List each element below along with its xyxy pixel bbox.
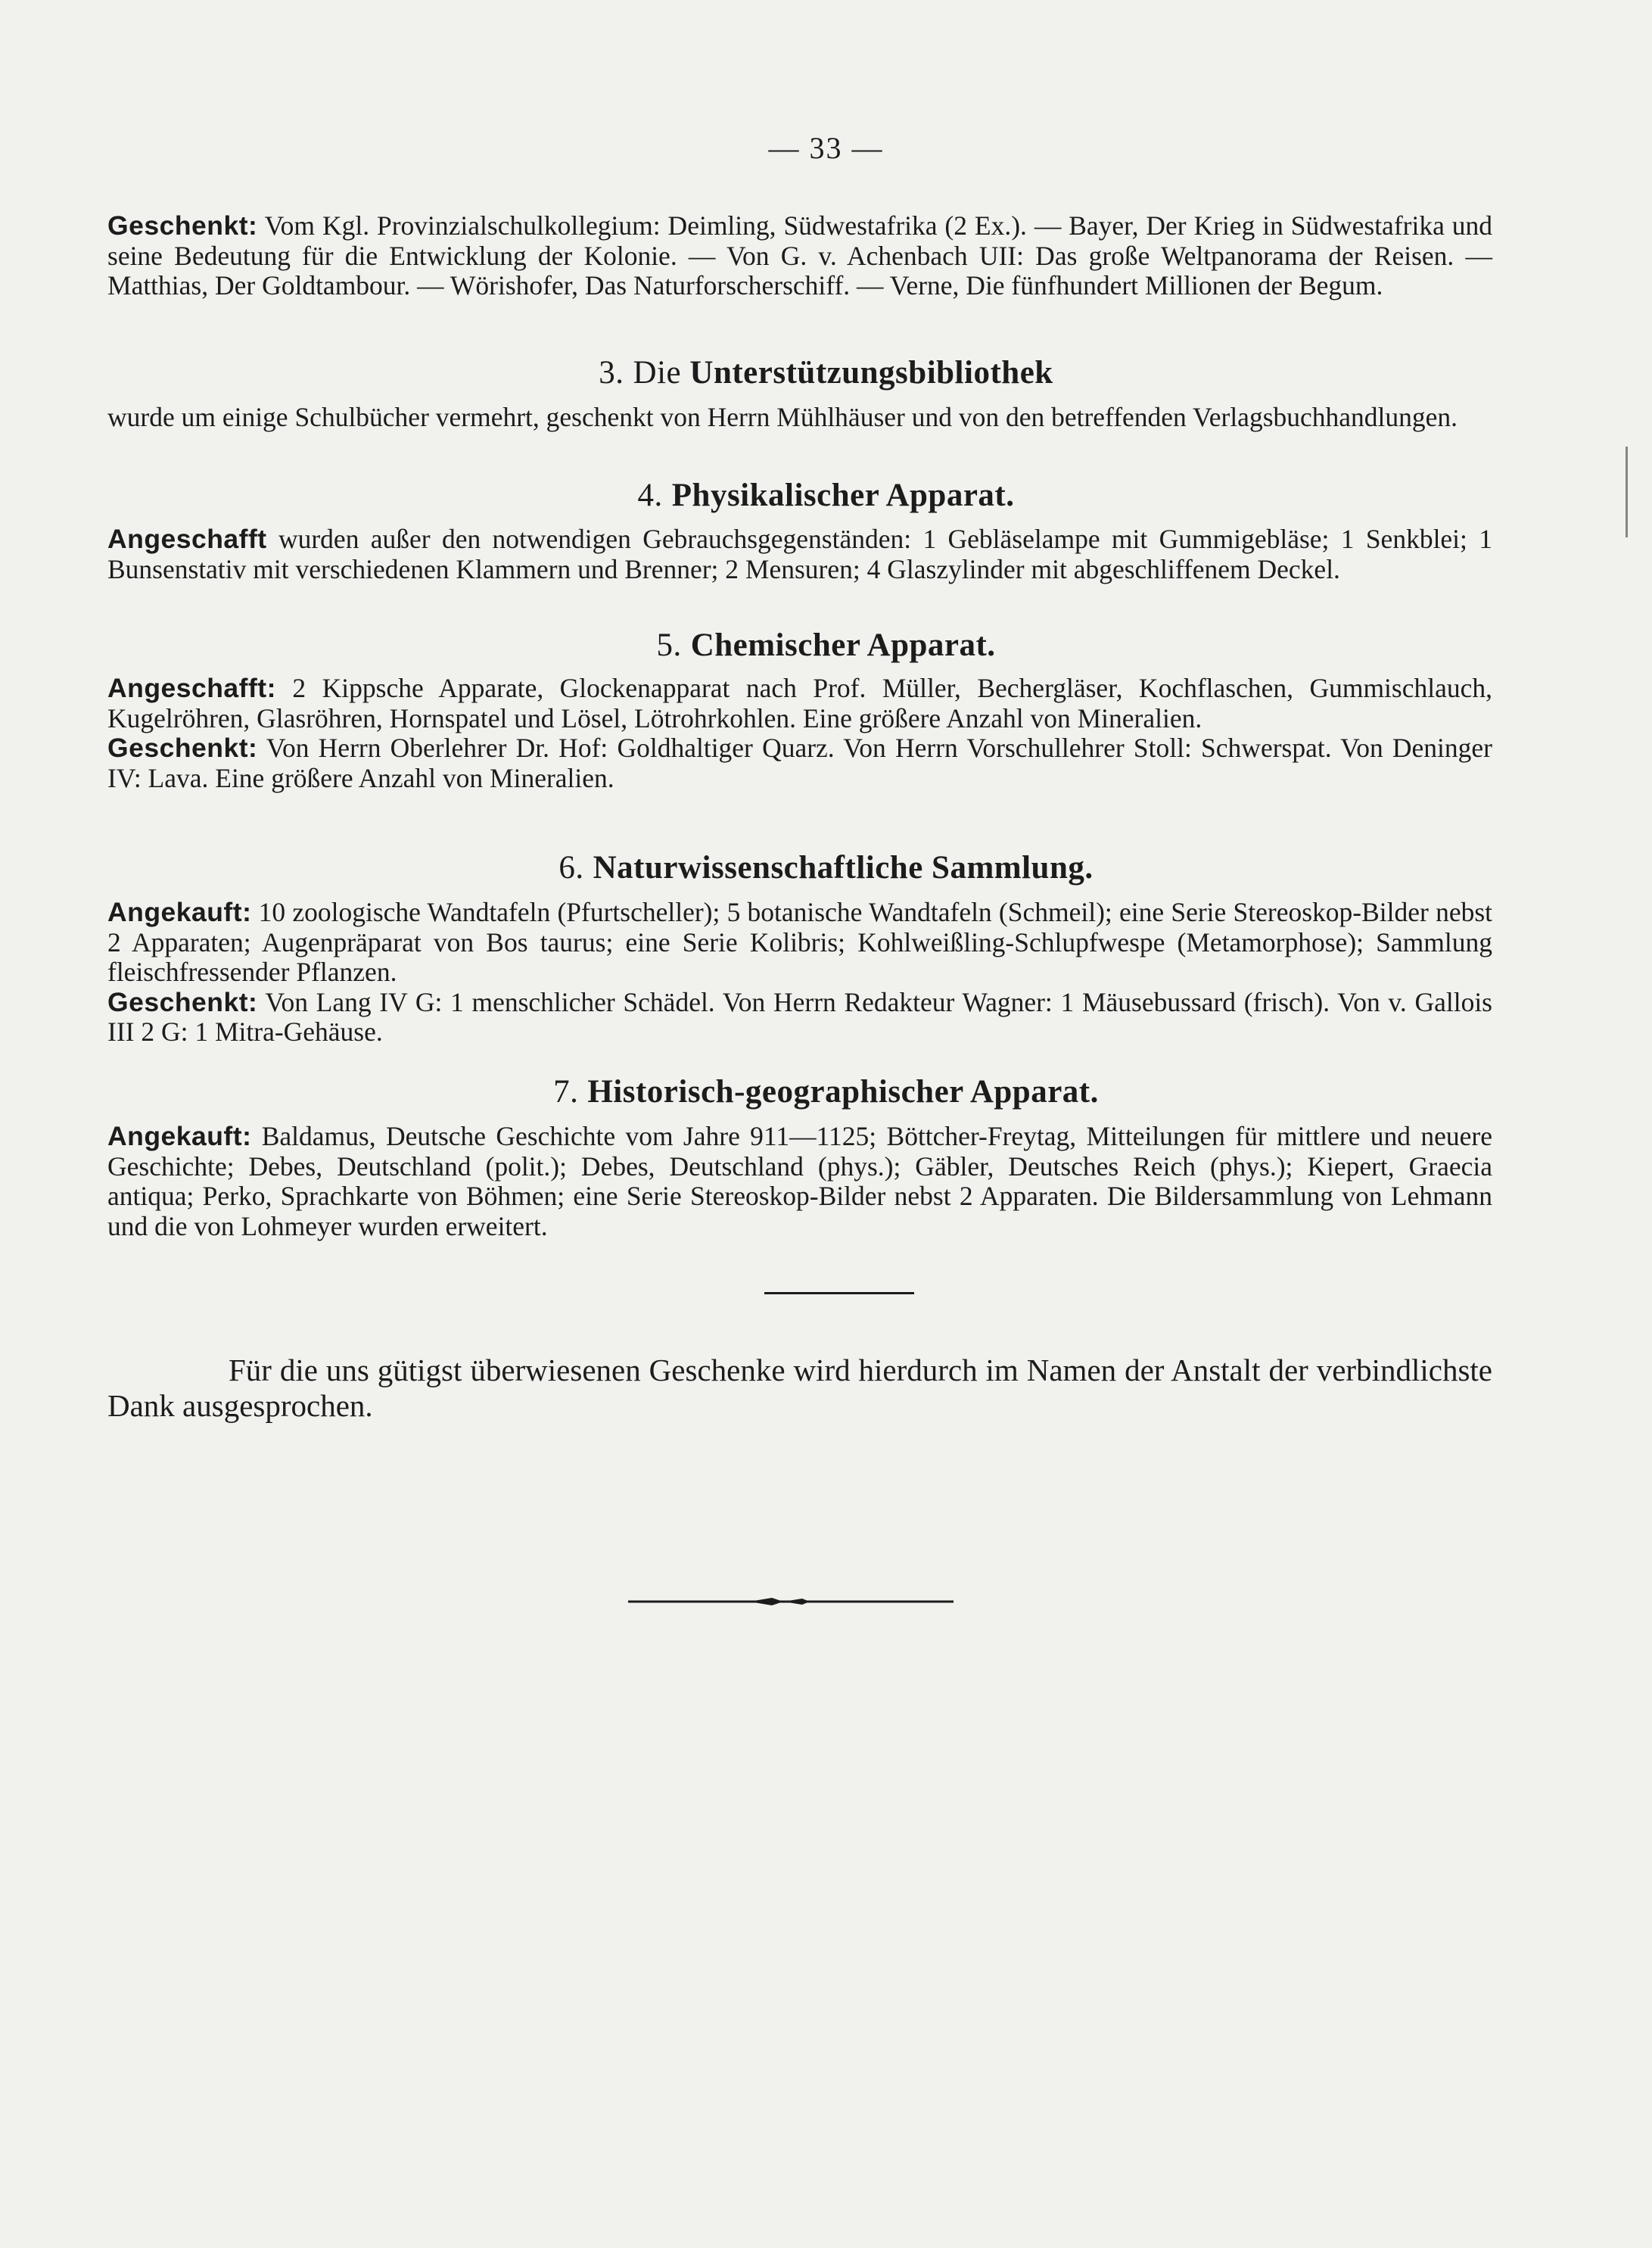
section-5-heading <box>0 627 1652 664</box>
section-6-text-1: 10 zoologische Wandtafeln (Pfurtscheller); 5 botanische Wandtafeln (Schmeil); eine Serie Stereoskop-Bilder nebst 2 Apparaten; Augenpräparat von Bos taurus; eine Serie Kolibris; Kohlweißling-Schlupfwespe (Metamorphose); Sammlung fleischfressender Pflanzen. <box>107 897 1492 987</box>
margin-mark <box>1626 447 1628 537</box>
section-3-paragraph <box>107 403 1492 433</box>
section-6-number: 6. <box>558 850 584 886</box>
section-6-text-2: Von Lang IV G: 1 menschlicher Schädel. Von Herrn Redakteur Wagner: 1 Mäusebussard (frisch). Von v. Gallois III 2 G: 1 Mitra-Gehäuse. <box>107 986 1492 1047</box>
section-4-lead: Angeschafft <box>107 524 267 554</box>
section-5-text-1: 2 Kippsche Apparate, Glockenapparat nach Prof. Müller, Bechergläser, Kochflaschen, Gummischlauch, Kugelröhren, Glasröhren, Hornspatel und Lösel, Lötrohrkohlen. Eine größere Anzahl von Mineralien. <box>107 673 1492 733</box>
section-5-number: 5. <box>656 627 682 663</box>
section-7-lead: Angekauft: <box>107 1121 252 1151</box>
section-4-number: 4. <box>637 478 663 513</box>
section-7-number: 7. <box>553 1074 579 1110</box>
section-4-title: Physikalischer Apparat. <box>671 478 1015 513</box>
section-4-text: wurden außer den notwendigen Gebrauchsgegenständen: 1 Gebläselampe mit Gummigebläse; 1 Senkblei; 1 Bunsenstativ mit verschiedenen Klammern und Brenner; 2 Mensuren; 4 Glaszylinder mit abgeschliffenem Deckel. <box>107 524 1492 584</box>
section-3-text: wurde um einige Schulbücher vermehrt, geschenkt von Herrn Mühlhäuser und von den betreffenden Verlagsbuchhandlungen. <box>107 402 1458 432</box>
section-6-paragraph <box>107 898 1492 1048</box>
section-4-heading <box>0 477 1652 514</box>
section-7-text: Baldamus, Deutsche Geschichte vom Jahre 911—1125; Böttcher-Freytag, Mitteilungen für mittlere und neuere Geschichte; Debes, Deutschland (polit.); Debes, Deutschland (phys.); Gäbler, Deutsches Reich (phys.); Kiepert, Graecia antiqua; Perko, Sprachkarte von Böhmen; eine Serie Stereoskop-Bilder nebst 2 Apparaten. Die Bildersammlung von Lehmann und die von Lohmeyer wurden erweitert. <box>107 1121 1492 1241</box>
section-7-heading <box>0 1073 1652 1110</box>
section-6-lead-1: Angekauft: <box>107 897 252 927</box>
section-7-paragraph <box>107 1122 1492 1241</box>
section-6-heading <box>0 849 1652 886</box>
section-divider <box>764 1292 914 1294</box>
section-5-lead-2: Geschenkt: <box>107 733 258 763</box>
section-5-title: Chemischer Apparat. <box>690 627 996 663</box>
donated-paragraph <box>107 211 1492 301</box>
section-4-paragraph <box>107 525 1492 584</box>
closing-text: Für die uns gütigst überwiesenen Geschenke wird hierdurch im Namen der Anstalt der verbindlichste Dank ausgesprochen. <box>107 1353 1492 1423</box>
section-6-lead-2: Geschenkt: <box>107 986 258 1017</box>
section-3-title: Unterstützungsbibliothek <box>689 355 1053 391</box>
donated-text: Vom Kgl. Provinzialschulkollegium: Deimling, Südwestafrika (2 Ex.). — Bayer, Der Krieg in Südwestafrika und seine Bedeutung für die Entwicklung der Kolonie. — Von G. v. Achenbach UII: Das große Weltpanorama der Reisen. — Matthias, Der Goldtambour. — Wörishofer, Das Naturforscherschiff. — Verne, Die fünfhundert Millionen der Begum. <box>107 210 1492 300</box>
ornament-divider <box>628 1596 954 1608</box>
section-5-text-2: Von Herrn Oberlehrer Dr. Hof: Goldhaltiger Quarz. Von Herrn Vorschullehrer Stoll: Schwerspat. Von Deninger IV: Lava. Eine größere Anzahl von Mineralien. <box>107 733 1492 793</box>
section-5-lead-1: Angeschafft: <box>107 673 276 703</box>
donated-lead: Geschenkt: <box>107 210 258 241</box>
section-3-heading <box>0 354 1652 391</box>
closing-paragraph <box>107 1353 1492 1424</box>
section-6-title: Naturwissenschaftliche Sammlung. <box>593 850 1094 886</box>
section-5-paragraph <box>107 674 1492 793</box>
section-7-title: Historisch-geographischer Apparat. <box>587 1074 1099 1110</box>
section-3-number: 3. <box>599 355 624 391</box>
section-3-prefix: Die <box>633 355 682 391</box>
page-number: — 33 — <box>768 131 884 165</box>
